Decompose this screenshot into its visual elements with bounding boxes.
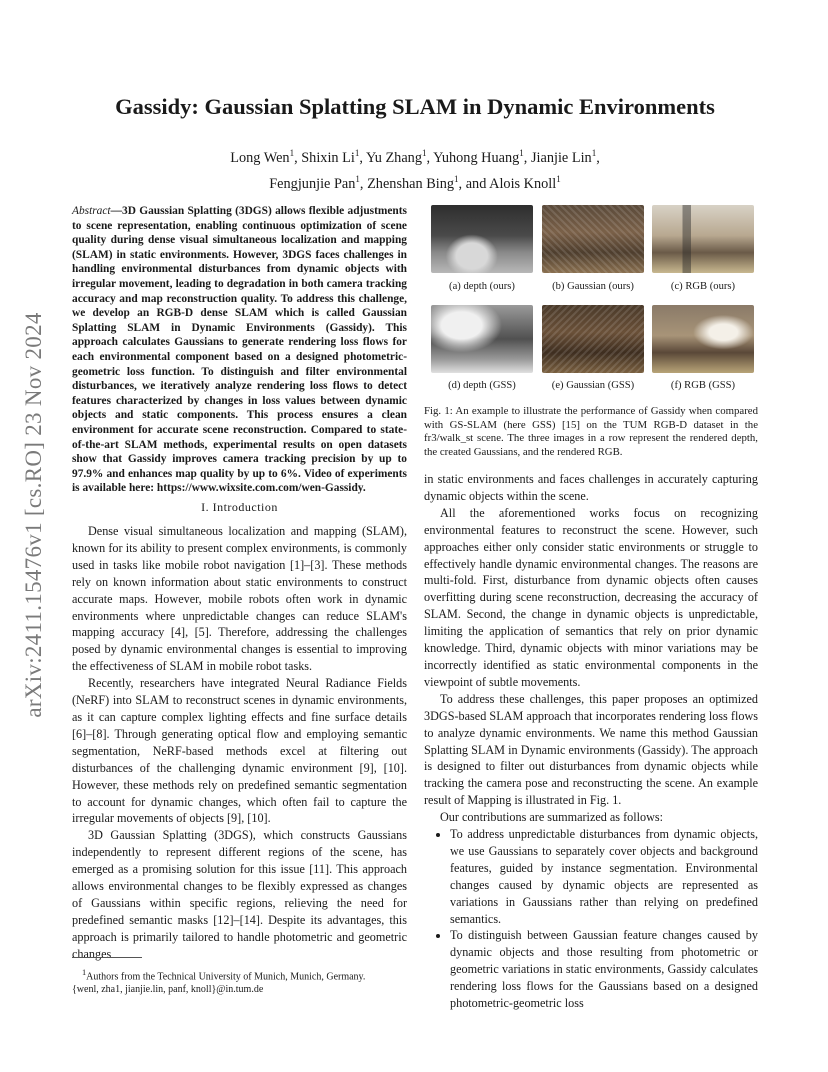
figure-caption-b: (b) Gaussian (ours) [552, 281, 634, 292]
abstract: Abstract—3D Gaussian Splatting (3DGS) allows flexible adjustments to scene representation, enabling continuous optimization of scene quality during dense visual simultaneous localization and mapping (SLAM) in static environments. However, 3DGS faces challenges in handling environmental disturbances from dynamic objects with irregular movement, leading to degradation in both camera tracking accuracy and map reconstruction quality. To address this challenge, we develop an RGB-D dense SLAM which is called Gaussian Splatting SLAM in Dynamic Environments (Gassidy). This approach calculates Gaussians to generate rendering loss flows for each environmental component based on a designed photometric-geometric loss function. To distinguish and filter environmental disturbances, we iteratively analyze rendering loss flows to detect features characterized by changes in loss values between dynamic objects and static components. This process ensures a clean environment for accurate scene reconstruction. Compared to state-of-the-art SLAM methods, experimental results on open datasets show that Gassidy improves camera tracking precision by up to 97.9% and enhances map quality by up to 6%. Video of experiments is available here: https://www.wixsite.com.com/wen-Gassidy. [72, 205, 407, 495]
paragraph: Dense visual simultaneous localization and mapping (SLAM), known for its ability to present complex environments, is commonly used in tasks like mobile robot navigation [1]–[3]. These methods rely on known information about static environments to construct accurate maps. However, mobile robots often work in dynamic environments where unpredictable changes can reduce SLAM's mapping accuracy [4], [5]. Therefore, addressing the challenges posed by dynamic environmental changes is essential to improving the effectiveness of SLAM in mobile robot tasks. [72, 524, 407, 674]
arxiv-identifier: arXiv:2411.15476v1 [cs.RO] 23 Nov 2024 [21, 312, 46, 718]
abstract-text: 3D Gaussian Splatting (3DGS) allows flexible adjustments to scene representation, enabling continuous optimization of scene quality during dense visual simultaneous localization and mapping (SLAM) in static environments. However, 3DGS faces challenges in handling environmental disturbances from dynamic objects with irregular movement, leading to degradation in both camera tracking accuracy and map reconstruction quality. To address this challenge, we develop an RGB-D dense SLAM which is called Gaussian Splatting SLAM in Dynamic Environments (Gassidy). This approach calculates Gaussians to generate rendering loss flows for each environmental component based on a designed photometric-geometric loss function. To distinguish and filter environmental disturbances, we iteratively analyze rendering loss flows to detect features characterized by changes in loss values between dynamic objects and static components. This process ensures a clean environment for accurate scene reconstruction. Compared to state-of-the-art SLAM methods, experimental results on open datasets show that Gassidy improves camera tracking precision by up to 97.9% and enhances map quality by up to 6%. Video of experiments is available here: https://www.wixsite.com.com/wen-Gassidy. [72, 205, 407, 495]
list-item: • To address unpredictable disturbances from dynamic objects, we use Gaussians to separately cover objects and background features, guided by instance segmentation. Environmental changes caused by dynamic objects are represented as variations in Gaussians rather than relying on predefined semantics. [450, 826, 758, 927]
intro-right-column [424, 471, 758, 1012]
paragraph: All the aforementioned works focus on recognizing environmental features to reconstruct the scene. However, such approaches either only consider static environments or struggle to effectively handle dynamic environmental changes. The reasons are multi-fold. First, disturbance from dynamic objects often causes overfitting during scene reconstruction, decreasing the accuracy of SLAM. Second, the change in dynamic objects is unpredictable, limiting the application of semantics that rely on prior dynamic knowledge. Third, dynamic objects with minor variations may be incorrectly identified as static environmental components in the viewpoint of subtle movements. [424, 505, 758, 689]
figure-caption-a: (a) depth (ours) [449, 281, 515, 292]
intro-left-column [72, 523, 407, 963]
paragraph: To address these challenges, this paper proposes an optimized 3DGS-based SLAM approach that incorporates rendering loss flows to analyze dynamic environments. We name this method Gaussian Splatting SLAM in Dynamic environments (Gassidy). The approach is designed to filter out disturbances from dynamic objects while tracking the camera pose and reconstructing the scene. An example result of Mapping is illustrated in Fig. 1. [424, 691, 758, 808]
paper-title: Gassidy: Gaussian Splatting SLAM in Dynamic Environments [115, 94, 715, 119]
gaussian-gss-image [542, 305, 644, 373]
figure-caption-f: (f) RGB (GSS) [670, 380, 736, 391]
authors-line-1: Long Wen$^1$, Shixin Li$^1$, Yu Zhang$^1$, Yuhong Huang$^1$, Jianjie Lin$^1$, [230, 148, 600, 166]
paragraph: in static environments and faces challenges in accurately capturing dynamic objects within the scene. [424, 472, 758, 503]
rgb-ours-image [652, 205, 754, 273]
author-list [130, 143, 700, 195]
contributions-list [424, 826, 758, 1012]
gaussian-ours-image [542, 205, 644, 273]
footnote-divider [72, 957, 142, 958]
paragraph: 3D Gaussian Splatting (3DGS), which constructs Gaussians independently to represent different regions of the scene, has emerged as a promising solution for this issue [11]. This approach allows environmental changes to be flexibly expressed as changes of Gaussians within specific regions, relieving the need for predefined semantic masks [12]–[14]. Despite its advantages, this approach is primarily tailored to handle photometric and geometric changes [72, 828, 407, 961]
depth-ours-image [431, 205, 533, 273]
section-heading: I. Introduction [201, 500, 278, 514]
paragraph: Our contributions are summarized as follows: [440, 810, 664, 825]
authors-line-2: Fengjunjie Pan$^1$, Zhenshan Bing$^1$, and Alois Knoll$^1$ [269, 173, 561, 192]
rgb-gss-image [652, 305, 754, 373]
footnote: $^1$Authors from the Technical University of Munich, Munich, Germany. {wenl, zha1, jianjie.lin, panf, knoll}@in.tum.de [72, 968, 366, 996]
figure-caption-e: (e) Gaussian (GSS) [551, 380, 635, 391]
abstract-label: Abstract [72, 205, 111, 217]
figure-caption-c: (c) RGB (ours) [670, 281, 736, 292]
list-item: • To distinguish between Gaussian feature changes caused by dynamic objects and those resulting from photometric or geometric variations in static environments, Gassidy calculates rendering loss flows for the Gaussians based on a designed photometric-geometric loss [450, 927, 758, 1012]
figure-caption-d: (d) depth (GSS) [448, 380, 516, 391]
paragraph: Recently, researchers have integrated Neural Radiance Fields (NeRF) into SLAM to reconstruct scenes in dynamic environments, as it can capture complex lighting effects and fine surface details [6]–[8]. Through generating optical flow and employing semantic segmentation, NeRF-based methods excel at filtering out disturbances of the challenging dynamic environment [9], [10]. However, these methods rely on predefined semantic segmentation to account for dynamic changes, which often fail to capture the irregular movements of objects [9], [10]. [72, 676, 407, 826]
depth-gss-image [431, 305, 533, 373]
figure-1-caption: Fig. 1: An example to illustrate the performance of Gassidy when compared with GS-SLAM (here GSS) [15] on the TUM RGB-D dataset in the fr3/walk_st scene. The three images in a row represent the rendered depth, the created Gaussians, and the rendered RGB. [424, 405, 759, 458]
